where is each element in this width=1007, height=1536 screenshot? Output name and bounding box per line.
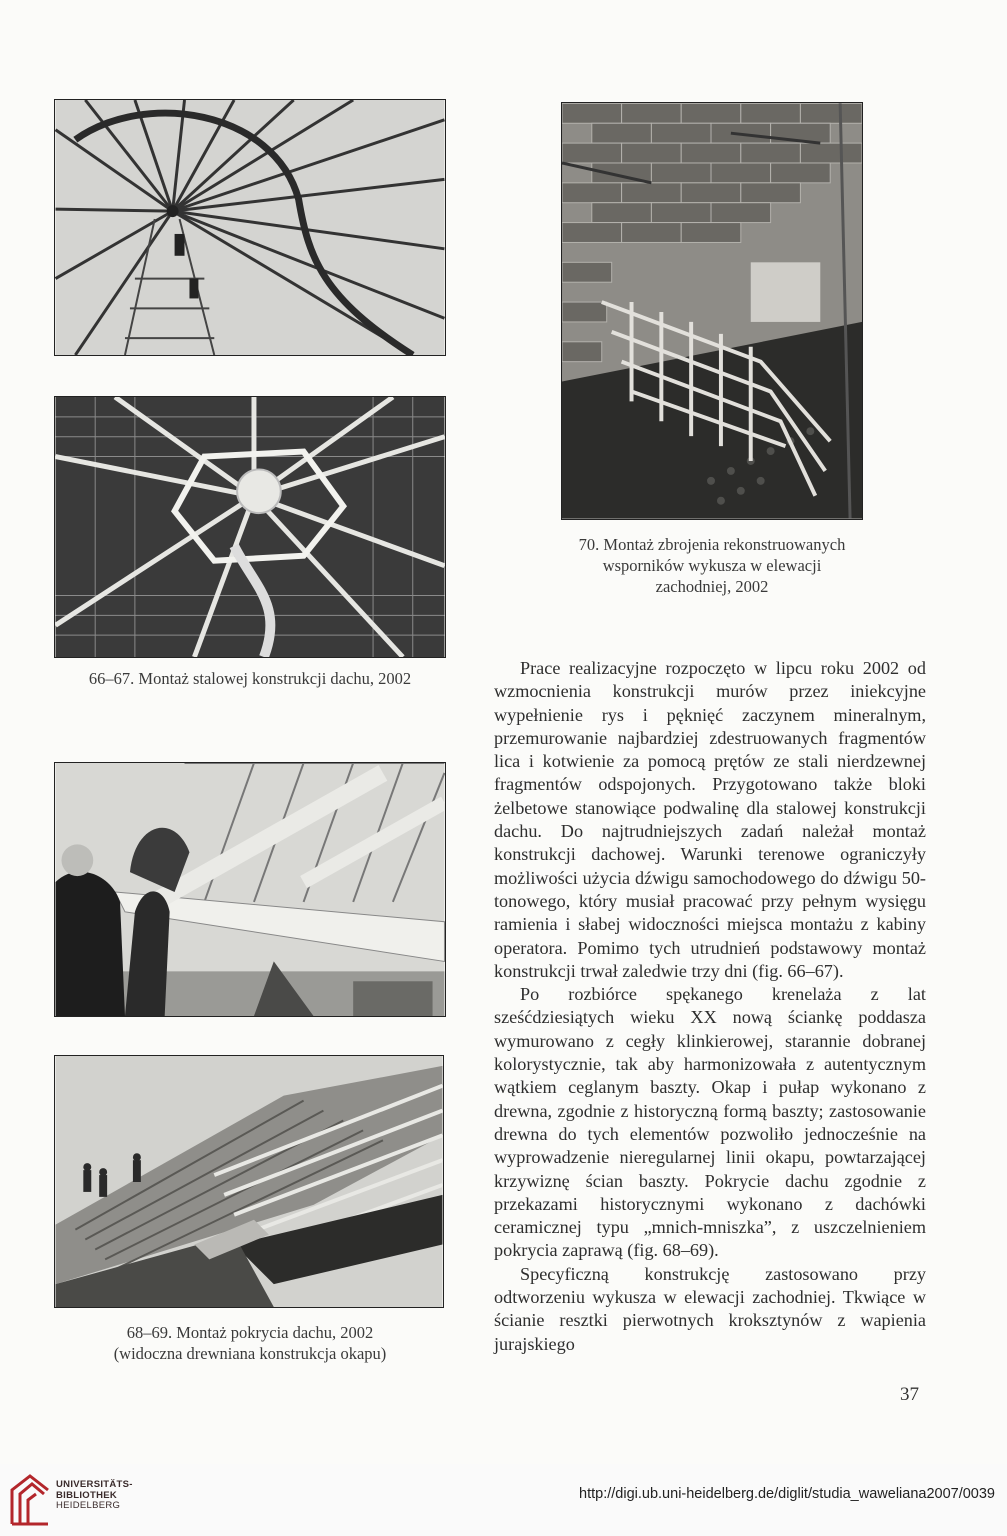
photo-fig-67 bbox=[54, 396, 446, 658]
photo-fig-66 bbox=[54, 99, 446, 356]
paragraph: Prace realizacyjne rozpoczęto w lipcu roku 2002 od wzmocnienia konstrukcji murów przez iniekcyjne wypełnienie rys i pęknięć zaczynem mineralnym, przemurowanie najbardziej zdestruowanych fragmentów lica i kotwienie za pomocą prętów ze stali nierdzewnej fragmentów odspojonych. Przygotowano także bloki żelbetowe stanowiące podwalinę dla stalowej konstrukcji dachu. Do najtrudniejszych zadań należał montaż konstrukcji dachowej. Warunki terenowe ograniczyły możliwości użycia dźwigu samochodowego do dźwigu 50-tonowego, który musiał pracować przy pełnym wysięgu ramienia i słabej widoczności miejsca montażu z kabiny operatora. Pomimo tych utrudnień podstawowy montaż konstrukcji trwał zaledwie trzy dni (fig. 66–67). bbox=[494, 658, 926, 981]
photo-fig-69 bbox=[54, 1055, 444, 1308]
photo-fig-70 bbox=[561, 102, 863, 520]
caption-fig-68-69-line: (widoczna drewniana konstrukcja okapu) bbox=[113, 1344, 387, 1363]
photo-fig-68 bbox=[54, 762, 446, 1017]
paragraph: Specyficzną konstrukcję zastosowano przy odtworzeniu wykusza w elewacji zachodniej. Tkwiące w ścianie resztki pierwotnych kroksztynów z wapienia jurajskiego bbox=[494, 1263, 926, 1354]
page-number: 37 bbox=[900, 1384, 919, 1405]
paragraph: Po rozbiórce spękanego krenelaża z lat sześćdziesiątych wieku XX nową ściankę poddasza wymurowano z cegły klinkierowej, starannie dobranej kolorystycznie, tak aby harmonizowała z autentycznym wątkiem ceglanym baszty. Okap i pułap wykonano z drewna, zgodnie z historyczną formą baszty; zastosowanie drewna do tych elementów pozwoliło jednocześnie na wyprowadzenie nieregularnej linii okapu, powtarzającej krzywiznę ścian baszty. Pokrycie dachu zgodnie z przekazami historycznymi wykonano z dachówki ceramicznej typu „mnich-mniszka”, z uszczelnieniem pokrycia zaprawą (fig. 68–69). bbox=[494, 984, 926, 1261]
caption-fig-68-69 bbox=[54, 1322, 446, 1364]
library-name bbox=[56, 1480, 133, 1512]
library-name-line: HEIDELBERG bbox=[56, 1500, 121, 1511]
caption-fig-70 bbox=[548, 534, 876, 597]
caption-fig-70-line: zachodniej, 2002 bbox=[655, 577, 769, 596]
caption-fig-66-67: 66–67. Montaż stalowej konstrukcji dachu, 2002 bbox=[88, 669, 412, 688]
caption-fig-70-line: 70. Montaż zbrojenia rekonstruowanych bbox=[578, 535, 846, 554]
library-name-line: UNIVERSITÄTS- bbox=[56, 1479, 133, 1490]
library-logo-icon bbox=[8, 1472, 52, 1528]
source-url-link[interactable]: http://digi.ub.uni-heidelberg.de/diglit/studia_waweliana2007/0039 bbox=[579, 1486, 995, 1502]
main-text bbox=[494, 657, 926, 1356]
caption-fig-68-69-line: 68–69. Montaż pokrycia dachu, 2002 bbox=[126, 1323, 374, 1342]
caption-fig-70-line: wsporników wykusza w elewacji bbox=[602, 556, 822, 575]
library-name-line: BIBLIOTHEK bbox=[56, 1489, 118, 1501]
